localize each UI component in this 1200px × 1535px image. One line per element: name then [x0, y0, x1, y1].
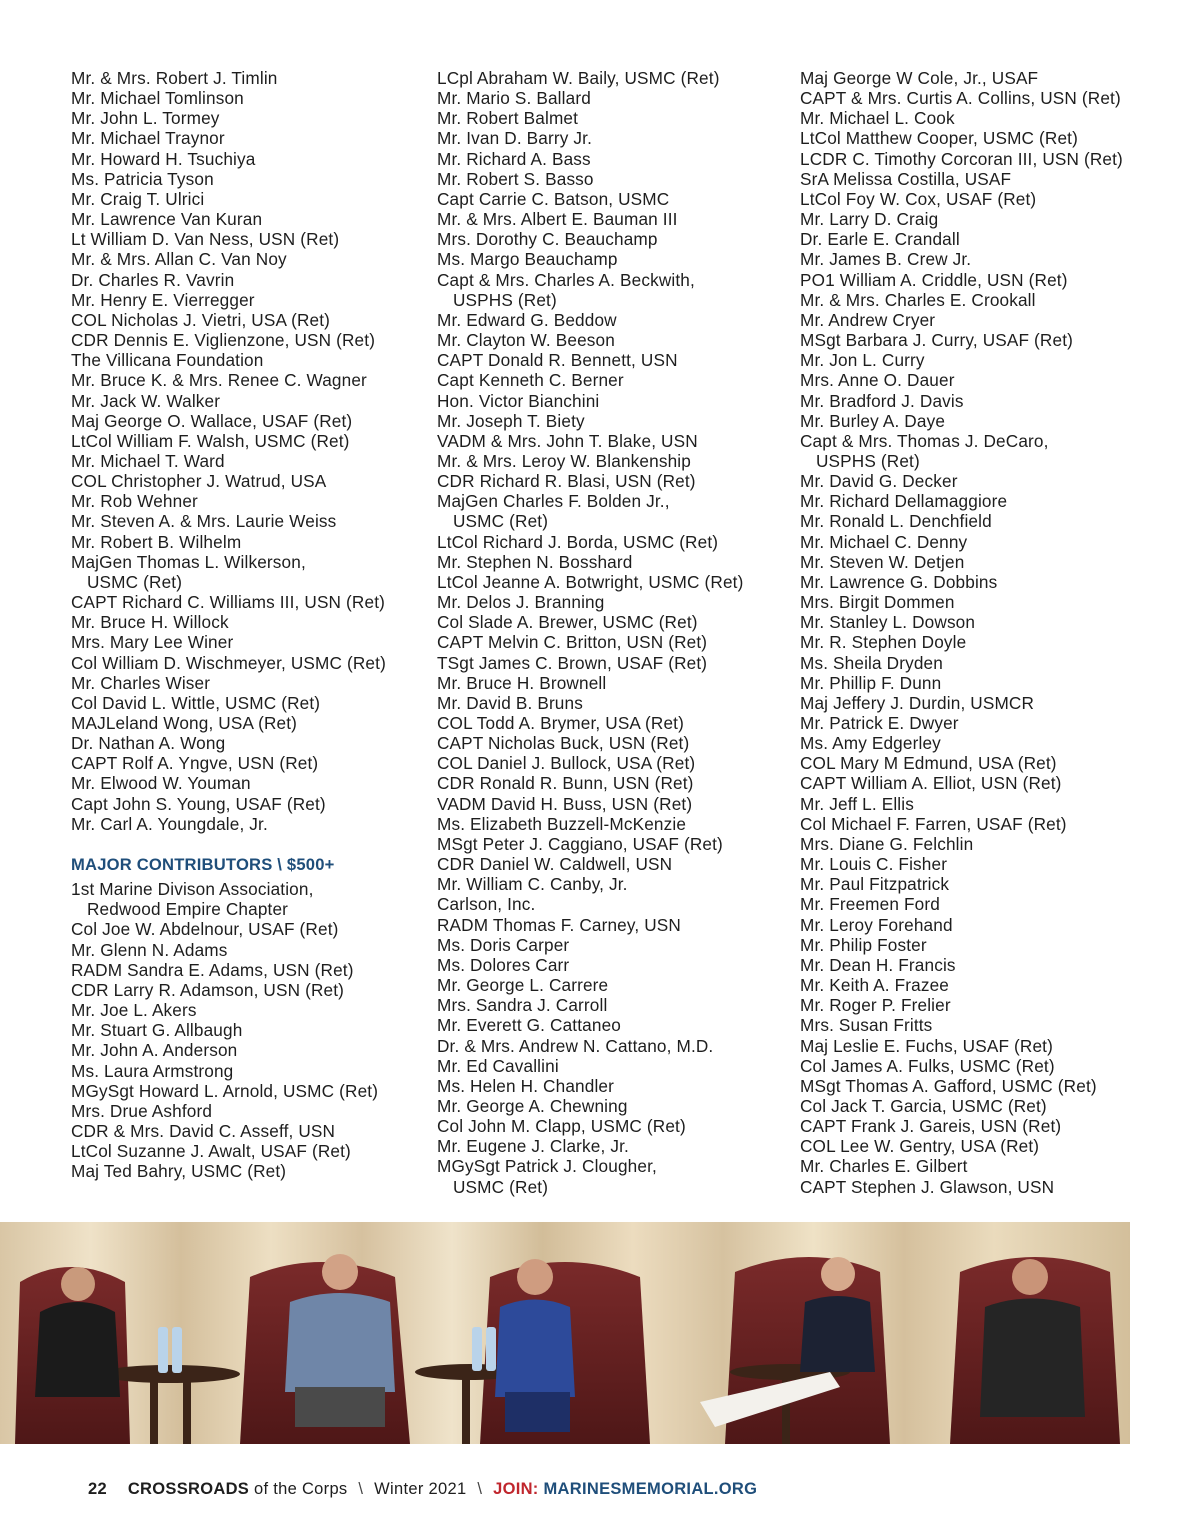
donor-name: Mr. Craig T. Ulrici [71, 188, 205, 209]
donor-name: Lt William D. Van Ness, USN (Ret) [71, 229, 340, 250]
donor-name: Mr. Robert Balmet [437, 108, 579, 129]
donor-name: Mr. Rob Wehner [71, 491, 198, 512]
donor-name: Mr. David G. Decker [800, 471, 958, 492]
donor-name: COL Mary M Edmund, USA (Ret) [800, 753, 1057, 774]
donor-name: Capt John S. Young, USAF (Ret) [71, 793, 326, 814]
donor-name: Maj Jeffery J. Durdin, USMCR [800, 692, 1035, 713]
donor-name: Mr. Jeff L. Ellis [800, 793, 914, 814]
donor-name: MSgt Barbara J. Curry, USAF (Ret) [800, 330, 1073, 351]
donor-name: LtCol William F. Walsh, USMC (Ret) [71, 430, 350, 451]
donor-name: Mr. Philip Foster [800, 934, 927, 955]
donor-name: Mr. Henry E. Vierregger [71, 289, 255, 310]
donor-name: Mr. Andrew Cryer [800, 309, 936, 330]
donor-name: Col David L. Wittle, USMC (Ret) [71, 692, 321, 713]
donor-name: Ms. Sheila Dryden [800, 652, 943, 673]
donor-name: CDR Larry R. Adamson, USN (Ret) [71, 979, 345, 1000]
donor-name: CDR Richard R. Blasi, USN (Ret) [437, 471, 696, 492]
donor-name: Mr. & Mrs. Albert E. Bauman III [437, 209, 678, 230]
donor-name: Mr. Joe L. Akers [71, 1000, 197, 1021]
donor-name: Mr. Stuart G. Allbaugh [71, 1020, 243, 1041]
donor-name: Col James A. Fulks, USMC (Ret) [800, 1055, 1055, 1076]
donor-name: Mr. R. Stephen Doyle [800, 632, 967, 653]
donor-name: MSgt Peter J. Caggiano, USAF (Ret) [437, 833, 723, 854]
donor-name: CAPT Melvin C. Britton, USN (Ret) [437, 632, 708, 653]
donor-name: CDR Ronald R. Bunn, USN (Ret) [437, 773, 694, 794]
donor-name-continued: USPHS (Ret) [453, 289, 557, 310]
donor-name: Mr. Richard Dellamaggiore [800, 491, 1008, 512]
donor-name: Capt & Mrs. Thomas J. DeCaro, [800, 430, 1049, 451]
donor-name: Mr. Leroy Forehand [800, 914, 953, 935]
donor-name: Mr. Phillip F. Dunn [800, 672, 942, 693]
donor-list [71, 68, 426, 834]
donor-name: Maj Ted Bahry, USMC (Ret) [71, 1161, 287, 1182]
donor-name: MGySgt Patrick J. Clougher, [437, 1156, 657, 1177]
donor-name: Col Jack T. Garcia, USMC (Ret) [800, 1095, 1047, 1116]
donor-name: Mr. Carl A. Youngdale, Jr. [71, 813, 268, 834]
donor-name: Ms. Helen H. Chandler [437, 1075, 615, 1096]
donor-name: Mrs. Susan Fritts [800, 1015, 933, 1036]
donor-name: Mr. Howard H. Tsuchiya [71, 148, 256, 169]
donor-name: COL Christopher J. Watrud, USA [71, 471, 327, 492]
donor-name: Dr. Earle E. Crandall [800, 229, 960, 250]
donor-name: Mr. Everett G. Cattaneo [437, 1015, 621, 1036]
donor-name-continued: USMC (Ret) [453, 1176, 549, 1197]
donor-name: Mr. & Mrs. Robert J. Timlin [71, 68, 278, 88]
donor-name: CAPT William A. Elliot, USN (Ret) [800, 773, 1062, 794]
donor-name: MGySgt Howard L. Arnold, USMC (Ret) [71, 1080, 379, 1101]
donor-name: Mr. Larry D. Craig [800, 209, 939, 230]
donor-name: Dr. Nathan A. Wong [71, 733, 226, 754]
website-link[interactable]: MARINESMEMORIAL.ORG [543, 1480, 758, 1498]
donor-name: Mr. George A. Chewning [437, 1095, 628, 1116]
donor-name: Mrs. Diane G. Felchlin [800, 833, 974, 854]
donor-column-1 [71, 68, 426, 1181]
donor-name: Mr. Clayton W. Beeson [437, 330, 615, 351]
donor-name: Mr. John A. Anderson [71, 1040, 238, 1061]
donor-name: RADM Sandra E. Adams, USN (Ret) [71, 959, 354, 980]
donor-name: Ms. Margo Beauchamp [437, 249, 618, 270]
donor-name: SrA Melissa Costilla, USAF [800, 168, 1012, 189]
donor-column-2 [437, 68, 792, 1197]
donor-name: Col Joe W. Abdelnour, USAF (Ret) [71, 919, 339, 940]
donor-name: Capt Carrie C. Batson, USMC [437, 188, 670, 209]
donor-name: Hon. Victor Bianchini [437, 390, 600, 411]
donor-name: Capt Kenneth C. Berner [437, 370, 624, 391]
donor-name: Mr. Ed Cavallini [437, 1055, 559, 1076]
donor-name: CDR Daniel W. Caldwell, USN [437, 854, 673, 875]
donor-name-continued: USPHS (Ret) [816, 450, 920, 471]
donor-name: LtCol Richard J. Borda, USMC (Ret) [437, 531, 719, 552]
donor-name: Mr. Robert B. Wilhelm [71, 531, 242, 552]
donor-name: Mr. Patrick E. Dwyer [800, 713, 959, 733]
donor-name: CDR Dennis E. Viglienzone, USN (Ret) [71, 330, 376, 351]
donor-name-continued: Redwood Empire Chapter [87, 899, 289, 920]
donor-name: MajGen Charles F. Bolden Jr., [437, 491, 670, 512]
donor-name: CAPT Stephen J. Glawson, USN [800, 1176, 1055, 1197]
donor-name: COL Todd A. Brymer, USA (Ret) [437, 713, 684, 733]
donor-name: Col William D. Wischmeyer, USMC (Ret) [71, 652, 386, 673]
donor-name: Mrs. Anne O. Dauer [800, 370, 955, 391]
issue-label: Winter 2021 [374, 1480, 467, 1498]
donor-name: CAPT Nicholas Buck, USN (Ret) [437, 733, 690, 754]
donor-name: Ms. Laura Armstrong [71, 1060, 234, 1081]
donor-name: Mr. Charles E. Gilbert [800, 1156, 968, 1177]
donor-name: Mr. Charles Wiser [71, 672, 211, 693]
donor-name: Mr. Michael L. Cook [800, 108, 955, 129]
footer-separator: \ [358, 1480, 364, 1498]
donor-name: Mr. William C. Canby, Jr. [437, 874, 628, 895]
donor-name: MSgt Thomas A. Gafford, USMC (Ret) [800, 1075, 1097, 1096]
donor-name: Mr. Stephen N. Bosshard [437, 551, 633, 572]
donor-name: Mr. Eugene J. Clarke, Jr. [437, 1136, 629, 1157]
donor-name: Dr. & Mrs. Andrew N. Cattano, M.D. [437, 1035, 714, 1056]
donor-name: Mrs. Drue Ashford [71, 1100, 213, 1121]
donor-name: Mrs. Mary Lee Winer [71, 632, 234, 653]
donor-name: CAPT Rolf A. Yngve, USN (Ret) [71, 753, 319, 774]
donor-name: Mr. Bradford J. Davis [800, 390, 964, 411]
page-number: 22 [88, 1480, 107, 1498]
donor-name: CAPT Richard C. Williams III, USN (Ret) [71, 592, 385, 613]
donor-list [800, 68, 1180, 1197]
donor-name: Mr. Burley A. Daye [800, 410, 946, 431]
donor-name: Mr. Joseph T. Biety [437, 410, 585, 431]
donor-name: Mr. & Mrs. Allan C. Van Noy [71, 249, 287, 270]
donor-name: COL Daniel J. Bullock, USA (Ret) [437, 753, 696, 774]
donor-name: The Villicana Foundation [71, 350, 264, 371]
donor-name: LCpl Abraham W. Baily, USMC (Ret) [437, 68, 720, 88]
donor-name: Mr. Michael Tomlinson [71, 88, 244, 109]
donor-name: Maj George W Cole, Jr., USAF [800, 68, 1039, 88]
donor-name: LtCol Jeanne A. Botwright, USMC (Ret) [437, 571, 744, 592]
donor-name: Mr. Ivan D. Barry Jr. [437, 128, 592, 149]
donor-name: Mr. Roger P. Frelier [800, 995, 951, 1016]
donor-name: Mr. John L. Tormey [71, 108, 220, 129]
donor-name: CAPT Donald R. Bennett, USN [437, 350, 678, 371]
panel-discussion-photo [0, 1222, 1130, 1444]
donor-name: Mr. Jon L. Curry [800, 350, 925, 371]
donor-name: Mr. & Mrs. Leroy W. Blankenship [437, 450, 691, 471]
donor-list [437, 68, 792, 1197]
donor-name: LCDR C. Timothy Corcoran III, USN (Ret) [800, 148, 1123, 169]
donor-name: Mr. Steven W. Detjen [800, 551, 965, 572]
donor-name: Mr. Lawrence G. Dobbins [800, 571, 998, 592]
donor-name: Ms. Elizabeth Buzzell-McKenzie [437, 813, 687, 834]
donor-name: Mr. Michael C. Denny [800, 531, 968, 552]
donor-name: Col Slade A. Brewer, USMC (Ret) [437, 612, 698, 633]
donor-name: Mr. Keith A. Frazee [800, 975, 950, 996]
donor-name: CAPT Frank J. Gareis, USN (Ret) [800, 1116, 1062, 1137]
donor-name: LtCol Suzanne J. Awalt, USAF (Ret) [71, 1141, 351, 1162]
donor-name: Mr. Steven A. & Mrs. Laurie Weiss [71, 511, 337, 532]
page-footer [88, 1480, 757, 1499]
donor-name: Mrs. Birgit Dommen [800, 592, 955, 613]
donor-name: Mr. Paul Fitzpatrick [800, 874, 950, 895]
donor-name: Mrs. Dorothy C. Beauchamp [437, 229, 658, 250]
donor-name: Mr. Lawrence Van Kuran [71, 209, 263, 230]
donor-name: TSgt James C. Brown, USAF (Ret) [437, 652, 708, 673]
donor-name: Mr. Mario S. Ballard [437, 88, 591, 109]
donor-list-major [71, 879, 426, 1181]
magazine-title-rest: of the Corps [249, 1480, 348, 1498]
donor-name: LtCol Foy W. Cox, USAF (Ret) [800, 188, 1037, 209]
magazine-title: CROSSROADS [127, 1480, 250, 1498]
donor-name: Mr. Edward G. Beddow [437, 309, 617, 330]
donor-name: MAJLeland Wong, USA (Ret) [71, 713, 298, 733]
donor-name: Mr. Michael T. Ward [71, 450, 225, 471]
donor-name: COL Nicholas J. Vietri, USA (Ret) [71, 309, 331, 330]
donor-name: Ms. Patricia Tyson [71, 168, 214, 189]
donor-name: Mr. Bruce H. Willock [71, 612, 229, 633]
donor-name: Mr. James B. Crew Jr. [800, 249, 972, 270]
donor-name: Mr. George L. Carrere [437, 975, 609, 996]
donor-name: Mr. & Mrs. Charles E. Crookall [800, 289, 1036, 310]
donor-name: RADM Thomas F. Carney, USN [437, 914, 681, 935]
donor-name: Mr. Elwood W. Youman [71, 773, 251, 794]
footer-separator: \ [477, 1480, 483, 1498]
donor-name: Ms. Doris Carper [437, 934, 570, 955]
donor-name: Mr. Jack W. Walker [71, 390, 221, 411]
donor-name: Mr. Bruce K. & Mrs. Renee C. Wagner [71, 370, 367, 391]
donor-name: Ms. Amy Edgerley [800, 733, 941, 754]
donor-name: Maj George O. Wallace, USAF (Ret) [71, 410, 353, 431]
donor-name: CDR & Mrs. David C. Asseff, USN [71, 1120, 336, 1141]
donor-name-continued: USMC (Ret) [87, 571, 183, 592]
donor-name: Mr. Richard A. Bass [437, 148, 591, 169]
donor-name: Col Michael F. Farren, USAF (Ret) [800, 813, 1067, 834]
donor-name: Mr. Robert S. Basso [437, 168, 594, 189]
donor-name: Mr. Bruce H. Brownell [437, 672, 607, 693]
donor-name: Ms. Dolores Carr [437, 954, 570, 975]
donor-name: Dr. Charles R. Vavrin [71, 269, 235, 290]
donor-name: Mr. Glenn N. Adams [71, 939, 228, 960]
donor-name: LtCol Matthew Cooper, USMC (Ret) [800, 128, 1078, 149]
donor-name-continued: USMC (Ret) [453, 511, 549, 532]
donor-name: Mrs. Sandra J. Carroll [437, 995, 608, 1016]
donor-name: Mr. Stanley L. Dowson [800, 612, 976, 633]
donor-name: CAPT & Mrs. Curtis A. Collins, USN (Ret) [800, 88, 1121, 109]
donor-name: Capt & Mrs. Charles A. Beckwith, [437, 269, 695, 290]
donor-name: Mr. Delos J. Branning [437, 592, 605, 613]
donor-name: Mr. Michael Traynor [71, 128, 225, 149]
donor-name: MajGen Thomas L. Wilkerson, [71, 551, 306, 572]
donor-name: COL Lee W. Gentry, USA (Ret) [800, 1136, 1040, 1157]
donor-column-3 [800, 68, 1180, 1197]
donor-name: Mr. Louis C. Fisher [800, 854, 948, 875]
join-label: JOIN: [493, 1480, 539, 1498]
donor-name: Carlson, Inc. [437, 894, 536, 915]
donor-name: Mr. David B. Bruns [437, 692, 583, 713]
donor-name: Mr. Dean H. Francis [800, 954, 956, 975]
donor-name: Mr. Ronald L. Denchfield [800, 511, 992, 532]
donor-name: 1st Marine Divison Association, [71, 879, 314, 900]
donor-name: VADM David H. Buss, USN (Ret) [437, 793, 693, 814]
donor-name: Col John M. Clapp, USMC (Ret) [437, 1116, 686, 1137]
section-heading-major-contributors: MAJOR CONTRIBUTORS \ $500+ [71, 854, 335, 874]
donor-name: VADM & Mrs. John T. Blake, USN [437, 430, 698, 451]
donor-name: PO1 William A. Criddle, USN (Ret) [800, 269, 1068, 290]
donor-name: Maj Leslie E. Fuchs, USAF (Ret) [800, 1035, 1053, 1056]
donor-name: Mr. Freemen Ford [800, 894, 940, 915]
